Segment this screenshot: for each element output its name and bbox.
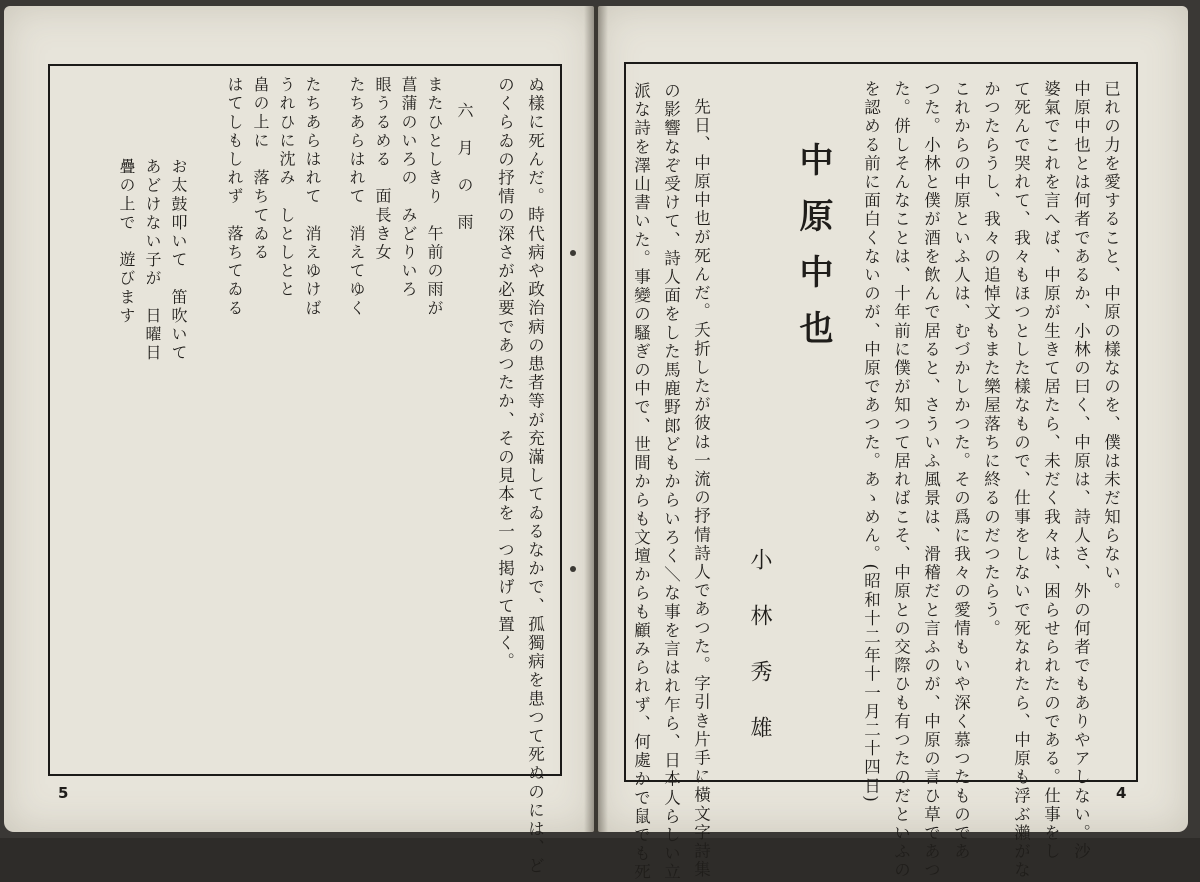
right-prose-column-4: て死んで哭れて、我々もほつとした樣なもので、仕事をしないで死なれたら、中原も浮ぶ瀨がな: [1011, 80, 1031, 880]
right-prose-column-11: の影響なぞ受けて、詩人面をした馬鹿野郎どもからいろく＼な事を言はれ乍ら、日本人らしい立: [661, 82, 681, 882]
article-title: 中原中也: [793, 142, 833, 366]
right-prose-column-12: 派な詩を澤山書いた。事變の騷ぎの中で、世間からも文壇からも顧みられず、何處かで鼠でも死: [631, 82, 651, 882]
poem-line: またひとしきり 午前の雨が: [425, 76, 444, 318]
left-prose-column-2: のくらゐの抒情の深さが必要であつたか、その見本を一つ掲げて置く。: [495, 76, 515, 672]
right-prose-column-3: 婆氣でこれを言へば、中原が生きて居たら、未だく我々は、困らせられたのである。仕事をし: [1041, 80, 1061, 862]
right-prose-column-8: た。併しそんなことは、十年前に僕が知つて居ればこそ、中原との交際ひも有つたのだといふの: [891, 80, 911, 880]
poem-line: 疊の上で 遊びます: [117, 158, 136, 326]
poem-line: たちあらはれて 消えてゆく: [347, 76, 366, 318]
poem-line: お太鼓叩いて 笛吹いて: [169, 158, 188, 363]
right-prose-column-9: を認める前に面白くないのが、中原であつた。あゝめん。(昭和十二年十一月二十四日): [861, 80, 881, 804]
right-prose-column-10: 先日、中原中也が死んだ。夭折したが彼は一流の抒情詩人であつた。字引き片手に橫文字詩集: [691, 98, 711, 880]
poem-line: うれひに沈み しとしとと: [277, 76, 296, 300]
left-page: [4, 6, 594, 876]
right-prose-column-7: つた。小林と僕が酒を飲んで居ると、さういふ風景は、滑稽だと言ふのが、中原の言ひ草であつ: [921, 80, 941, 880]
poem-title: 六 月 の 雨: [455, 102, 474, 233]
left-prose-column-1: ぬ樣に死んだ。時代病や政治病の患者等が充滿してゐるなかで、孤獨病を患つて死ぬのには、ど: [525, 76, 545, 876]
poem-line: たちあらはれて 消えゆけば: [303, 76, 322, 318]
right-page-frame: [624, 62, 1138, 882]
poem-line: 畠の上に 落ちてゐる: [251, 76, 270, 262]
book-gutter: [584, 6, 608, 832]
article-author: 小林秀雄: [747, 548, 772, 772]
page-number-right: 4: [1116, 784, 1127, 802]
left-page-frame: [48, 64, 562, 876]
page-number-left: 5: [58, 784, 69, 802]
right-prose-column-6: これからの中原といふ人は、むづかしかつた。その爲に我々の愛情もいや深く慕つたものであ: [951, 80, 971, 862]
poem-line: はてしもしれず 落ちてゐる: [225, 76, 244, 318]
binding-hole: [570, 566, 576, 572]
right-prose-column-2: 中原中也とは何者であるか、小林の曰く、中原は、詩人さ、外の何者でもありやアしない。沙: [1071, 80, 1091, 862]
poem-line: 菖蒲のいろの みどりいろ: [399, 76, 418, 300]
poem-line: 眼うるめる 面長き女: [373, 76, 392, 262]
poem-line: あどけない子が 日曜日: [143, 158, 162, 363]
right-prose-column-5: かつたらうし、我々の追悼文もまた樂屋落ちに終るのだつたらう。: [981, 80, 1001, 638]
right-page: [598, 6, 1188, 882]
binding-hole: [570, 250, 576, 256]
right-prose-column-1: 已れの力を愛すること、中原の樣なのを、僕は未だ知らない。: [1101, 80, 1121, 601]
